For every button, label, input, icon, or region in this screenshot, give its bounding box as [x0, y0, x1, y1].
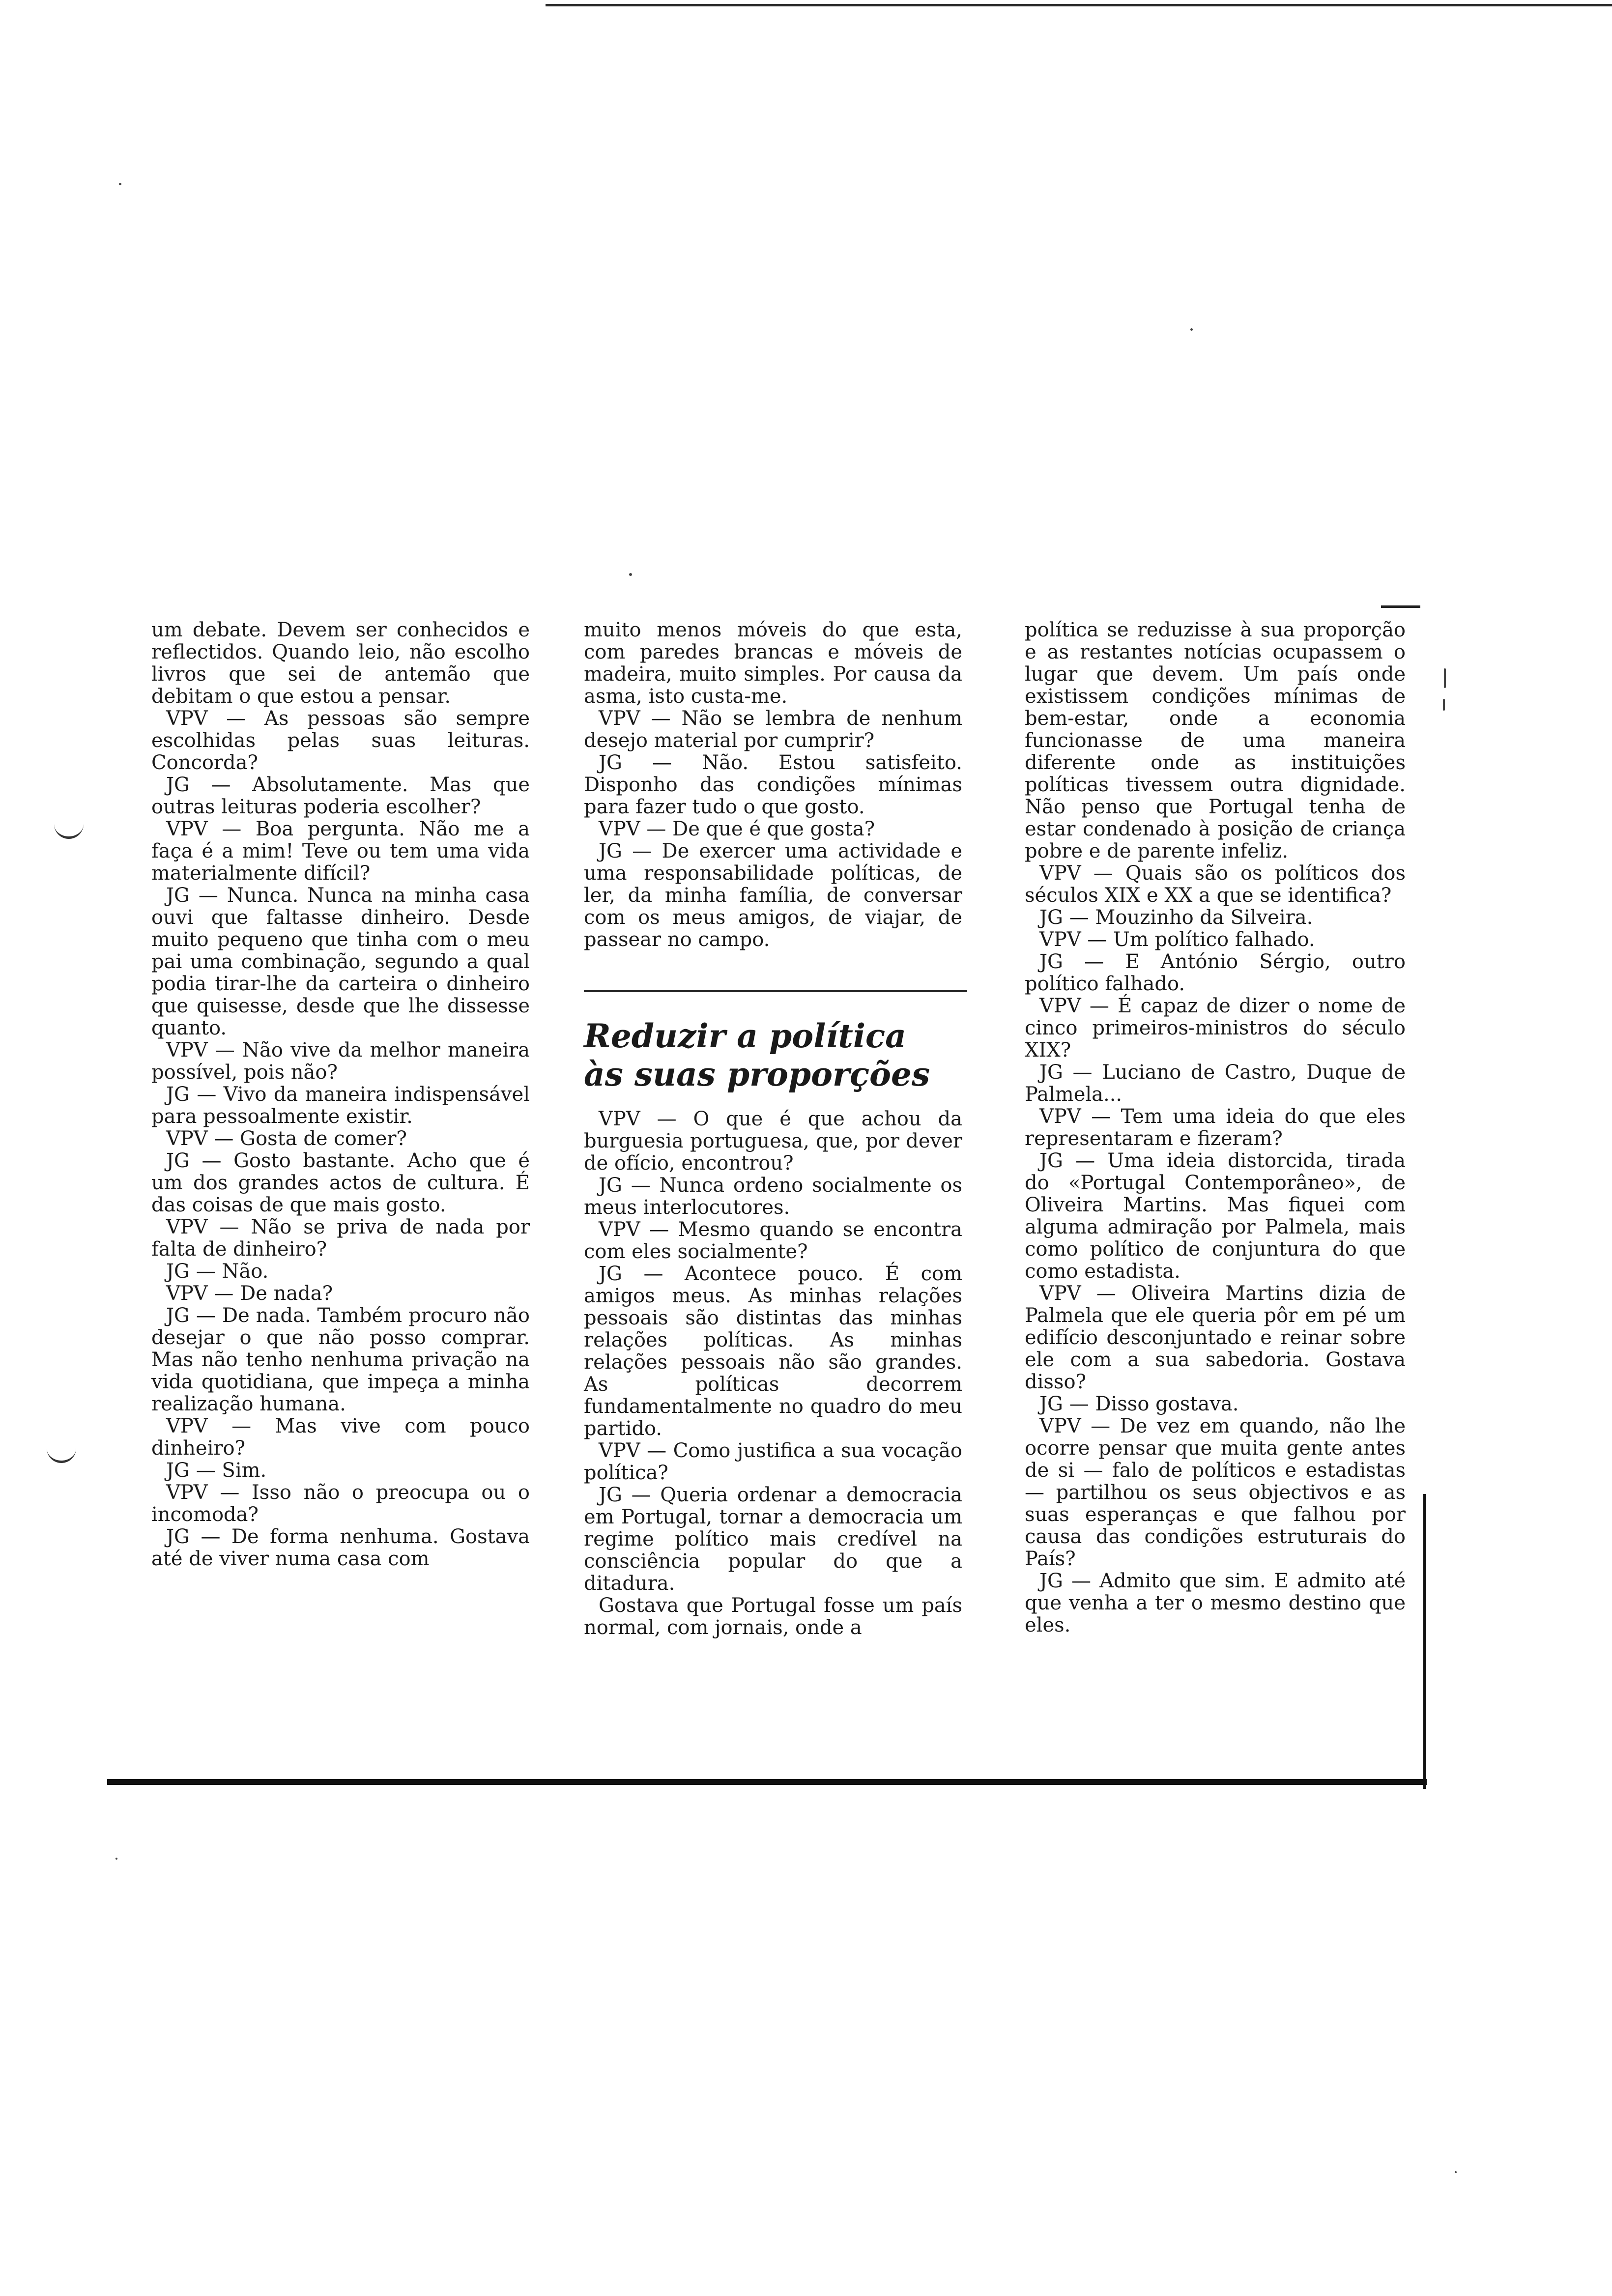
paragraph: VPV — Tem uma ideia do que eles representaram e fizeram? [1025, 1105, 1406, 1150]
paragraph: VPV — Boa pergunta. Não me a faça é a mim! Teve ou tem uma vida materialmente difícil? [151, 818, 530, 885]
paragraph: VPV — Como justifica a sua vocação política? [584, 1439, 962, 1484]
bottom-rule [107, 1779, 1427, 1785]
speck [1444, 668, 1446, 688]
paragraph: VPV — Oliveira Martins dizia de Palmela que ele queria pôr em pé um edifício desconjuntado e reinar sobre ele com a sua sabedoria. Gostava disso? [1025, 1282, 1406, 1393]
paragraph: JG — Uma ideia distorcida, tirada do «Portugal Contemporâneo», de Oliveira Martins. Mas fiquei com alguma admiração por Palmela, mais como político de conjuntura do que como estadista. [1025, 1149, 1406, 1283]
paragraph: JG — Gosto bastante. Acho que é um dos grandes actos de cultura. É das coisas de que mais gosto. [151, 1149, 530, 1216]
paragraph: JG — Admito que sim. E admito até que venha a ter o mesmo destino que eles. [1025, 1570, 1406, 1636]
paragraph: VPV — Um político falhado. [1039, 928, 1315, 951]
paragraph: JG — Acontece pouco. É com amigos meus. As minhas relações pessoais são distintas das minhas relações políticas. As minhas relações pessoais não são grandes. As políticas decorrem fundamentalmente no quadro do meu partido. [584, 1263, 962, 1440]
section-divider [584, 990, 967, 992]
margin-mark [54, 822, 84, 839]
paragraph: JG — De forma nenhuma. Gostava até de viver numa casa com [151, 1525, 530, 1570]
paragraph: JG — Não. [166, 1260, 269, 1283]
paragraph: VPV — Quais são os políticos dos séculos XIX e XX a que se identifica? [1025, 862, 1406, 907]
paragraph: VPV — Mas vive com pouco dinheiro? [151, 1415, 530, 1460]
paragraph: VPV — De nada? [166, 1282, 333, 1305]
paragraph: VPV — Não se priva de nada por falta de dinheiro? [151, 1216, 530, 1261]
paragraph: JG — Luciano de Castro, Duque de Palmela... [1025, 1061, 1406, 1106]
paragraph: JG — Vivo da maneira indispensável para pessoalmente existir. [151, 1083, 530, 1128]
paragraph: VPV — Mesmo quando se encontra com eles socialmente? [584, 1218, 962, 1263]
paragraph: política se reduzisse à sua proporção e as restantes notícias ocupassem o lugar que devem. Um país onde existissem condições mínimas de bem-estar, onde a economia funcionasse de uma maneira diferente onde as instituições políticas tivessem outra dignidade. Não penso que Portugal tenha de estar condenado à posição de criança pobre e de parente infeliz. [1025, 619, 1406, 862]
paragraph: JG — De exercer uma actividade e uma responsabilidade políticas, de ler, da minha família, de conversar com os meus amigos, de viajar, de passear no campo. [584, 840, 962, 951]
paragraph: JG — Mouzinho da Silveira. [1039, 906, 1313, 929]
speck [119, 183, 121, 185]
speck [629, 573, 632, 576]
article-column-1 [151, 619, 530, 1570]
paragraph: JG — Sim. [166, 1459, 267, 1482]
paragraph: VPV — De vez em quando, não lhe ocorre pensar que muita gente antes de si — falo de políticos e estadistas — partilhou os seus objectivos e as suas esperanças e que falhou por causa das condições estruturais do País? [1025, 1415, 1406, 1570]
paragraph: VPV — Isso não o preocupa ou o incomoda? [151, 1481, 530, 1526]
paragraph: JG — Nunca ordeno socialmente os meus interlocutores. [584, 1174, 962, 1219]
section-headline [584, 1017, 962, 1093]
article-column-3 [1025, 619, 1406, 1636]
paragraph: JG — Absolutamente. Mas que outras leituras poderia escolher? [151, 774, 530, 818]
headline-line: às suas proporções [584, 1055, 930, 1093]
speck [1443, 699, 1445, 711]
paragraph: Gostava que Portugal fosse um país normal, com jornais, onde a [584, 1594, 962, 1639]
paragraph: VPV — É capaz de dizer o nome de cinco primeiros-ministros do século XIX? [1025, 995, 1406, 1062]
speck [1455, 2171, 1457, 2173]
paragraph: VPV — O que é que achou da burguesia portuguesa, que, por dever de ofício, encontrou? [584, 1108, 962, 1175]
paragraph: muito menos móveis do que esta, com paredes brancas e móveis de madeira, muito simples. Por causa da asma, isto custa-me. [584, 619, 962, 708]
paragraph: VPV — As pessoas são sempre escolhidas pelas suas leituras. Concorda? [151, 707, 530, 774]
speck [1190, 328, 1193, 331]
article-column-2 [584, 619, 962, 1639]
margin-mark [47, 1446, 76, 1463]
paragraph: VPV — De que é que gosta? [599, 818, 875, 840]
top-rule [546, 4, 1612, 6]
paragraph: um debate. Devem ser conhecidos e reflectidos. Quando leio, não escolho livros que sei de antemão que debitam o que estou a pensar. [151, 619, 530, 708]
paragraph: JG — Nunca. Nunca na minha casa ouvi que faltasse dinheiro. Desde muito pequeno que tinha com o meu pai uma combinação, segundo a qual podia tirar-lhe da carteira o dinheiro que quisesse, desde que lhe dissesse quanto. [151, 884, 530, 1039]
headline-line: Reduzir a política [584, 1017, 906, 1055]
paragraph: JG — Disso gostava. [1039, 1393, 1239, 1415]
paragraph: JG — E António Sérgio, outro político falhado. [1025, 950, 1406, 995]
paragraph: VPV — Não se lembra de nenhum desejo material por cumprir? [584, 707, 962, 752]
paragraph: JG — Não. Estou satisfeito. Disponho das condições mínimas para fazer tudo o que gosto. [584, 751, 962, 818]
short-rule [1381, 605, 1420, 608]
speck [115, 1858, 117, 1860]
right-border-rule [1423, 1494, 1426, 1789]
paragraph: JG — De nada. Também procuro não desejar o que não posso comprar. Mas não tenho nenhuma privação na vida quotidiana, que impeça a minha realização humana. [151, 1304, 530, 1415]
paragraph: VPV — Não vive da melhor maneira possível, pois não? [151, 1039, 530, 1084]
paragraph: JG — Queria ordenar a democracia em Portugal, tornar a democracia um regime político mais credível na consciência popular do que a ditadura. [584, 1484, 962, 1595]
paragraph: VPV — Gosta de comer? [166, 1127, 407, 1150]
